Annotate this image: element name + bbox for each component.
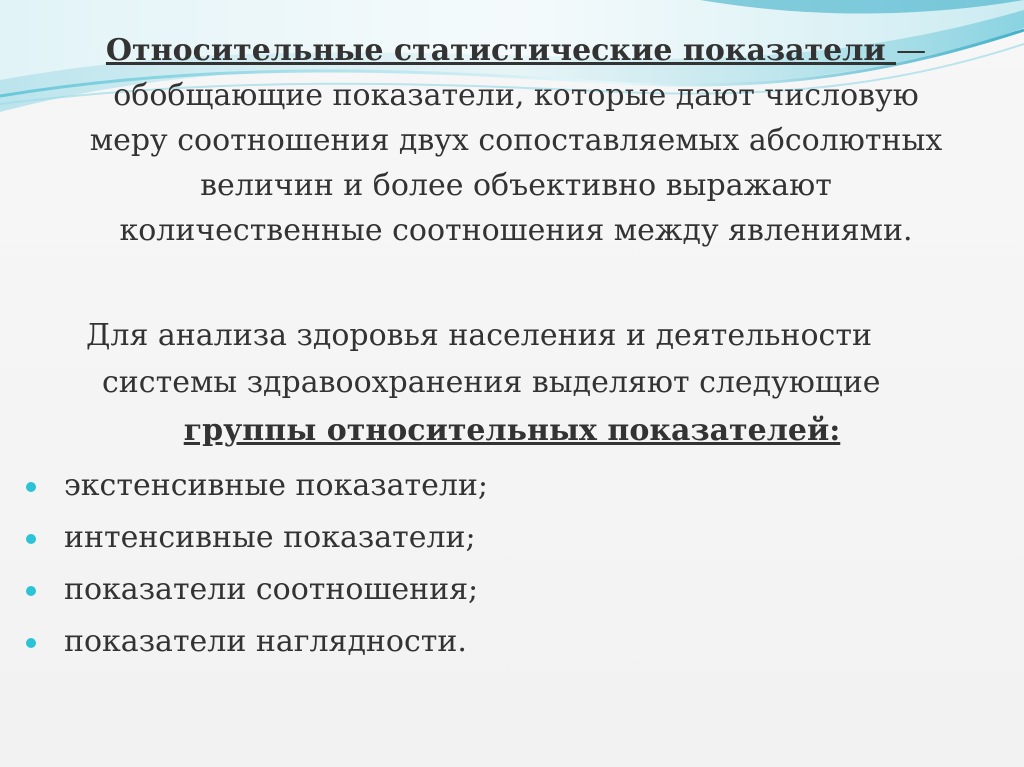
list-item xyxy=(26,512,488,564)
definition-dash: — xyxy=(896,33,927,68)
intro-paragraph xyxy=(70,312,960,406)
definition-paragraph xyxy=(36,28,996,253)
bullet-dot-icon xyxy=(26,638,36,648)
definition-line-1 xyxy=(36,28,996,73)
bullet-dot-icon xyxy=(26,534,36,544)
list-item xyxy=(26,460,488,512)
groups-heading: группы относительных показателей: xyxy=(183,413,841,448)
definition-term: Относительные статистические показатели xyxy=(105,33,897,68)
bullet-list xyxy=(26,460,488,668)
intro-line-1: Для анализа здоровья населения и деятельности xyxy=(86,318,872,353)
intro-line-2: системы здравоохранения выделяют следующие xyxy=(102,365,881,400)
definition-line-5: количественные соотношения между явлениями. xyxy=(119,213,913,248)
list-item-text: показатели наглядности. xyxy=(64,624,467,659)
list-item-text: интенсивные показатели; xyxy=(64,520,476,555)
list-item xyxy=(26,616,488,668)
bullet-dot-icon xyxy=(26,482,36,492)
list-item xyxy=(26,564,488,616)
definition-line-2: обобщающие показатели, которые дают числовую xyxy=(113,78,919,113)
list-item-text: показатели соотношения; xyxy=(64,572,479,607)
bullet-dot-icon xyxy=(26,586,36,596)
list-item-text: экстенсивные показатели; xyxy=(64,468,488,503)
definition-line-3: меру соотношения двух сопоставляемых абсолютных xyxy=(89,123,943,158)
definition-line-4: величин и более объективно выражают xyxy=(200,168,832,203)
